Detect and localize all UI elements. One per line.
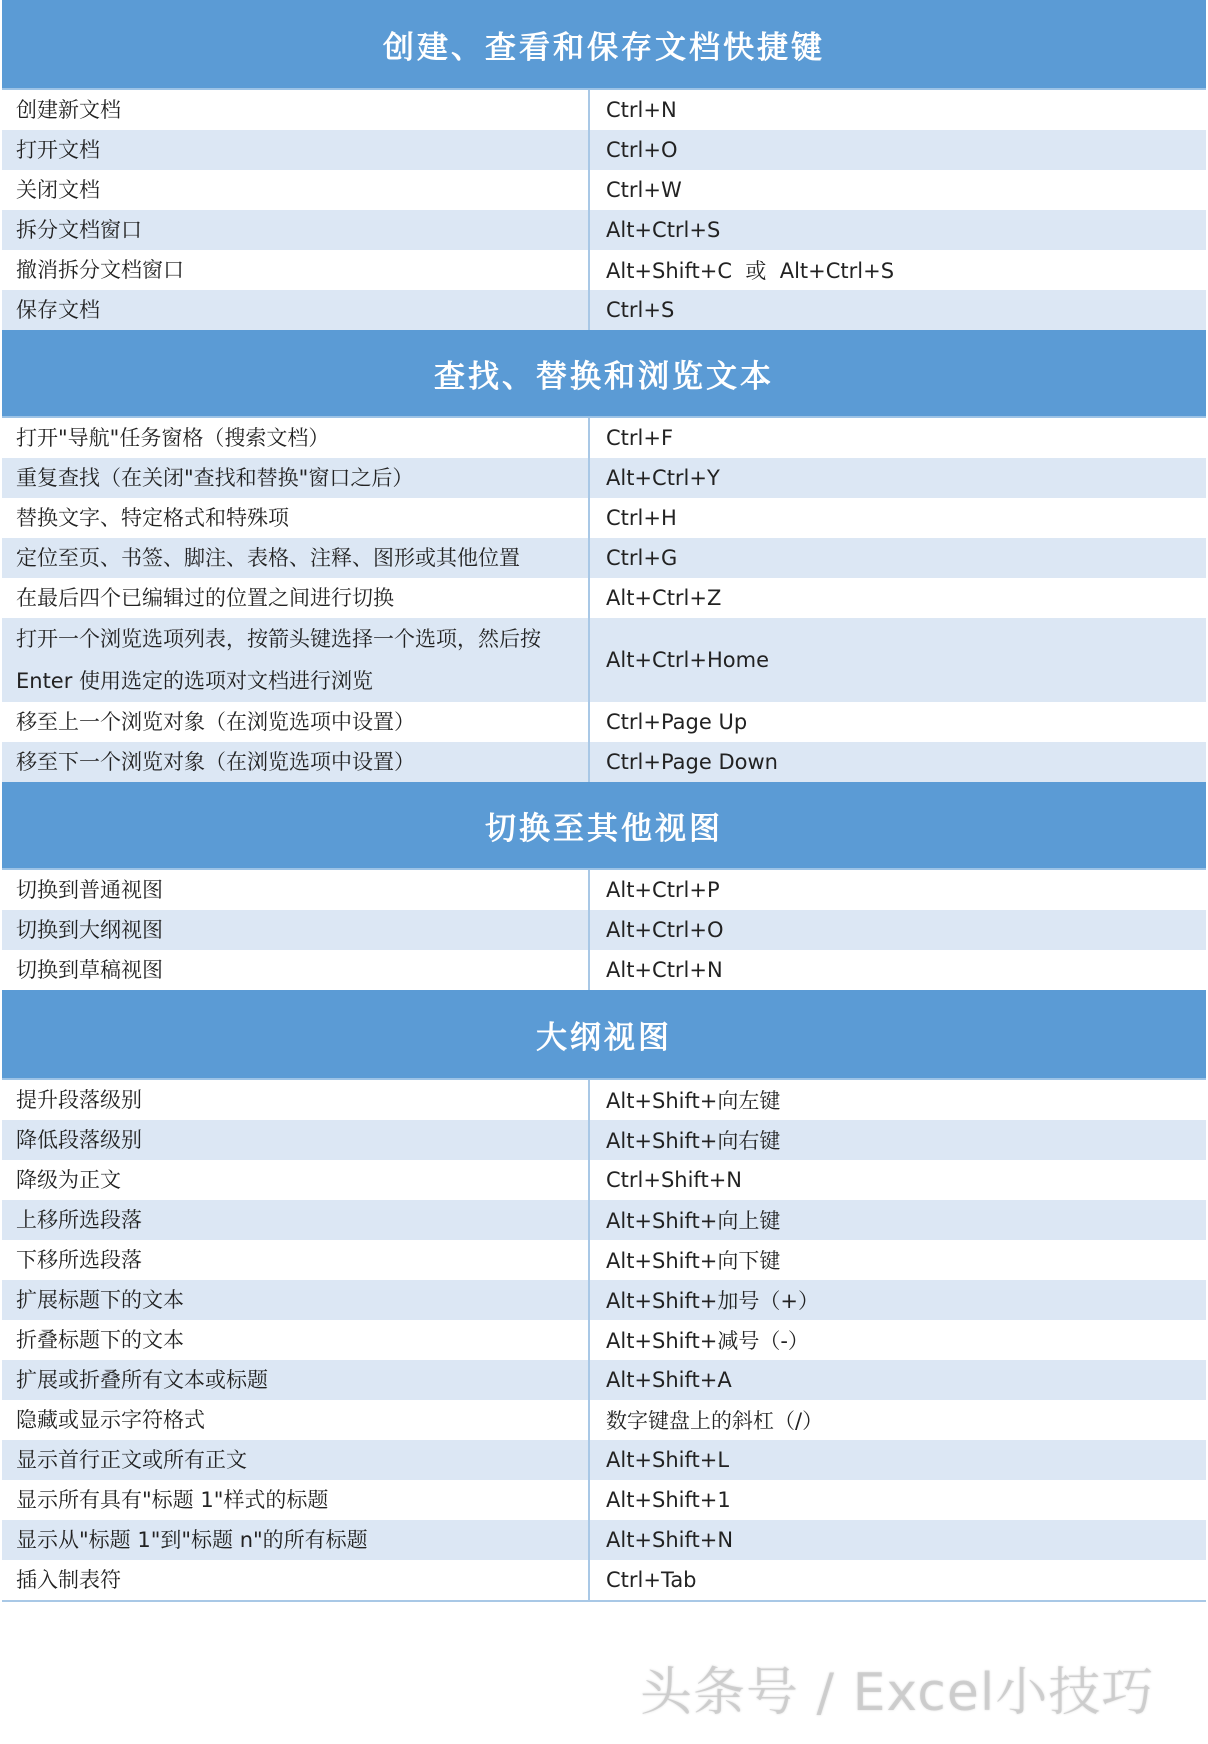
table-row — [2, 910, 1206, 952]
table-row — [2, 870, 1206, 912]
table-row — [2, 1400, 1206, 1442]
action-cell: 移至上一个浏览对象（在浏览选项中设置） — [2, 702, 590, 742]
shortcut-cell: Ctrl+Page Down — [606, 750, 778, 774]
action-cell: 扩展标题下的文本 — [2, 1280, 590, 1320]
action-cell: 拆分文档窗口 — [2, 210, 590, 250]
table-row — [2, 210, 1206, 252]
shortcut-cell: 数字键盘上的斜杠（/） — [606, 1409, 824, 1433]
table-row — [2, 742, 1206, 784]
table-row — [2, 1440, 1206, 1482]
table-row — [2, 1080, 1206, 1122]
shortcut-cell: Alt+Shift+A — [606, 1368, 732, 1392]
table-row — [2, 250, 1206, 292]
shortcut-cell: Alt+Shift+向右键 — [606, 1129, 781, 1153]
table-row — [2, 418, 1206, 460]
table-row — [2, 702, 1206, 744]
action-cell: 上移所选段落 — [2, 1200, 590, 1240]
action-cell: 定位至页、书签、脚注、表格、注释、图形或其他位置 — [2, 538, 590, 578]
action-cell: 切换到普通视图 — [2, 870, 590, 910]
action-cell: 扩展或折叠所有文本或标题 — [2, 1360, 590, 1400]
shortcut-cell: Alt+Shift+减号（-） — [606, 1329, 809, 1353]
table-row — [2, 618, 1206, 704]
action-cell: 打开文档 — [2, 130, 590, 170]
shortcut-cell: Alt+Shift+1 — [606, 1488, 731, 1512]
table-row — [2, 1360, 1206, 1402]
shortcut-cell: Ctrl+Page Up — [606, 710, 748, 734]
action-cell: 创建新文档 — [2, 90, 590, 130]
table-row — [2, 538, 1206, 580]
table-row — [2, 578, 1206, 620]
action-cell: 插入制表符 — [2, 1560, 590, 1600]
shortcut-cell: Ctrl+Shift+N — [606, 1168, 742, 1192]
shortcut-cell: Ctrl+F — [606, 426, 674, 450]
shortcut-cell: Alt+Ctrl+S — [606, 218, 721, 242]
section-header: 查找、替换和浏览文本 — [2, 330, 1206, 418]
shortcut-cell: Alt+Ctrl+Z — [606, 586, 722, 610]
table-row — [2, 950, 1206, 992]
action-cell: 降级为正文 — [2, 1160, 590, 1200]
shortcut-cell: Alt+Ctrl+N — [606, 958, 723, 982]
table-row — [2, 498, 1206, 540]
action-cell: 替换文字、特定格式和特殊项 — [2, 498, 590, 538]
action-cell: 隐藏或显示字符格式 — [2, 1400, 590, 1440]
table-row — [2, 1240, 1206, 1282]
shortcut-cell: Alt+Ctrl+Y — [606, 466, 720, 490]
table-row — [2, 1560, 1206, 1602]
action-cell: 关闭文档 — [2, 170, 590, 210]
section-header: 创建、查看和保存文档快捷键 — [2, 0, 1206, 90]
action-cell: 打开"导航"任务窗格（搜索文档） — [2, 418, 590, 458]
shortcut-cell: Ctrl+O — [606, 138, 678, 162]
action-cell: 切换到草稿视图 — [2, 950, 590, 990]
shortcut-cell: Ctrl+W — [606, 178, 682, 202]
table-row — [2, 130, 1206, 172]
action-cell: 折叠标题下的文本 — [2, 1320, 590, 1360]
action-cell: 打开一个浏览选项列表，按箭头键选择一个选项，然后按 Enter 使用选定的选项对文档进行浏览 — [2, 618, 590, 702]
action-cell: 降低段落级别 — [2, 1120, 590, 1160]
shortcut-cell: Ctrl+S — [606, 298, 675, 322]
shortcut-cell: Alt+Ctrl+P — [606, 878, 720, 902]
table-row — [2, 90, 1206, 132]
shortcut-cell: Ctrl+G — [606, 546, 678, 570]
table-row — [2, 1160, 1206, 1202]
table-row — [2, 1320, 1206, 1362]
table-row — [2, 1280, 1206, 1322]
action-cell: 保存文档 — [2, 290, 590, 330]
shortcut-cell: Alt+Shift+加号（+） — [606, 1289, 819, 1313]
action-cell: 切换到大纲视图 — [2, 910, 590, 950]
shortcut-cell: Alt+Shift+向左键 — [606, 1089, 781, 1113]
action-cell: 撤消拆分文档窗口 — [2, 250, 590, 290]
table-row — [2, 170, 1206, 212]
action-cell: 显示首行正文或所有正文 — [2, 1440, 590, 1480]
section-header: 大纲视图 — [2, 990, 1206, 1080]
shortcut-cell: Alt+Shift+向下键 — [606, 1249, 781, 1273]
section-header: 切换至其他视图 — [2, 782, 1206, 870]
action-cell: 移至下一个浏览对象（在浏览选项中设置） — [2, 742, 590, 782]
shortcut-cell: Alt+Shift+C 或 Alt+Ctrl+S — [606, 259, 895, 283]
shortcut-cell: Ctrl+Tab — [606, 1568, 697, 1592]
action-cell: 下移所选段落 — [2, 1240, 590, 1280]
table-row — [2, 1200, 1206, 1242]
table-row — [2, 458, 1206, 500]
shortcut-cell: Alt+Shift+N — [606, 1528, 734, 1552]
shortcut-cell: Ctrl+H — [606, 506, 677, 530]
action-cell: 提升段落级别 — [2, 1080, 590, 1120]
table-row — [2, 1520, 1206, 1562]
shortcut-cell: Alt+Shift+L — [606, 1448, 730, 1472]
table-row — [2, 1480, 1206, 1522]
action-cell: 显示所有具有"标题 1"样式的标题 — [2, 1480, 590, 1520]
shortcut-cell: Ctrl+N — [606, 98, 677, 122]
watermark: 头条号 / Excel小技巧 — [640, 1663, 1155, 1723]
table-row — [2, 1120, 1206, 1162]
shortcut-cell: Alt+Ctrl+O — [606, 918, 724, 942]
shortcut-cell: Alt+Shift+向上键 — [606, 1209, 781, 1233]
action-cell: 在最后四个已编辑过的位置之间进行切换 — [2, 578, 590, 618]
shortcut-cell: Alt+Ctrl+Home — [606, 648, 770, 672]
action-cell: 重复查找（在关闭"查找和替换"窗口之后） — [2, 458, 590, 498]
table-row — [2, 290, 1206, 332]
action-cell: 显示从"标题 1"到"标题 n"的所有标题 — [2, 1520, 590, 1560]
